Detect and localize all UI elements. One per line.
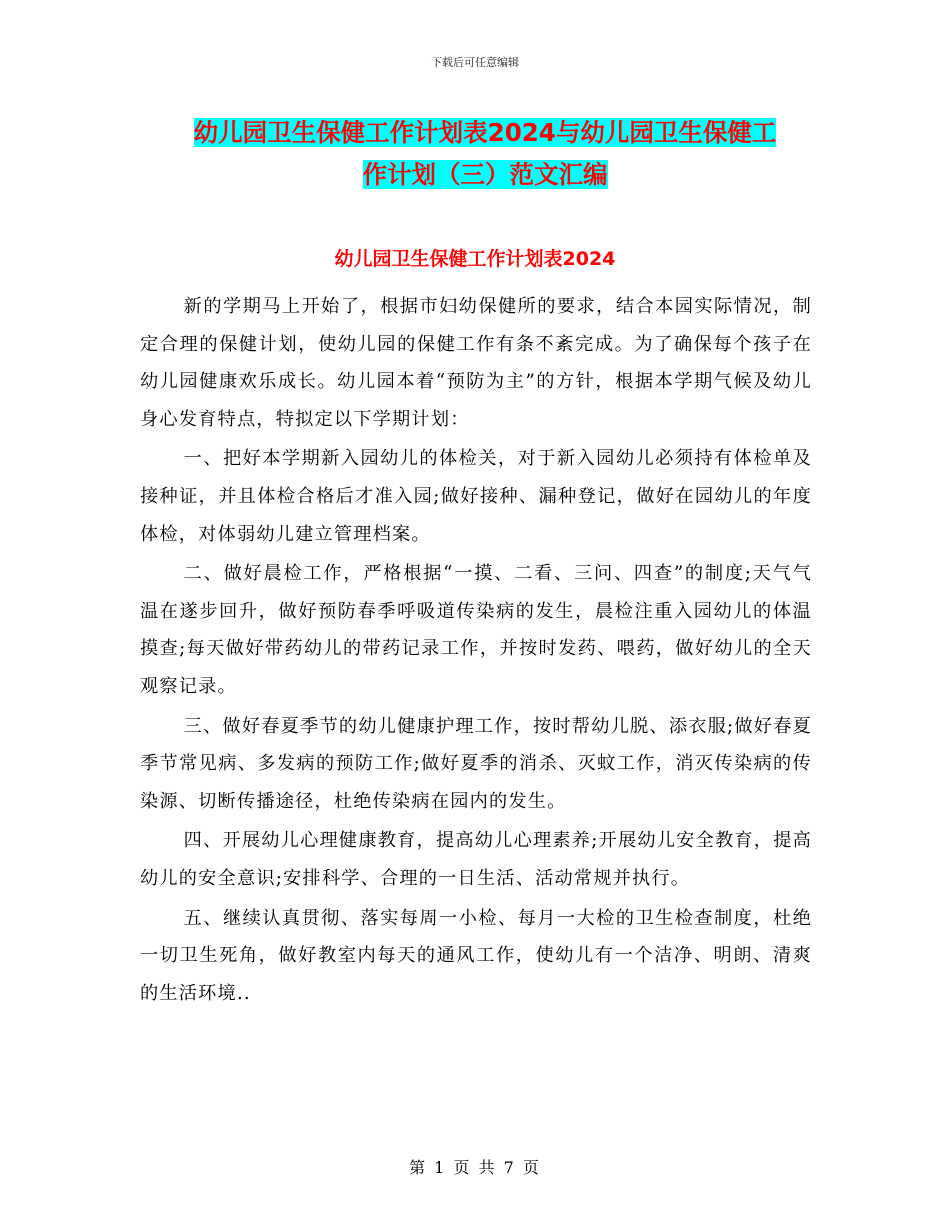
document-title-line-2: 作计划（三）范文汇编 [362,160,608,189]
paragraph-item-4: 四、开展幼儿心理健康教育，提高幼儿心理素养;开展幼儿安全教育，提高幼儿的安全意识;安排科学、合理的一日生活、活动常规并执行。 [140,830,812,889]
document-title-line-1: 幼儿园卫生保健工作计划表2024与幼儿园卫生保健工 [193,118,777,147]
document-title [140,112,830,196]
document-body [140,288,812,1014]
paragraph-item-3: 三、做好春夏季节的幼儿健康护理工作，按时帮幼儿脱、添衣服;做好春夏季节常见病、多发病的预防工作;做好夏季的消杀、灭蚊工作，消灭传染病的传染源、切断传播途径，杜绝传染病在园内的发生。 [140,715,812,812]
section-title: 幼儿园卫生保健工作计划表2024 [334,248,616,270]
paragraph-item-1: 一、把好本学期新入园幼儿的体检关，对于新入园幼儿必须持有体检单及接种证，并且体检合格后才准入园;做好接种、漏种登记，做好在园幼儿的年度体检，对体弱幼儿建立管理档案。 [140,448,812,545]
paragraph-item-5: 五、继续认真贯彻、落实每周一小检、每月一大检的卫生检查制度，杜绝一切卫生死角，做好教室内每天的通风工作，使幼儿有一个洁净、明朗、清爽的生活环境.. [140,907,812,1004]
paragraph-item-2: 二、做好晨检工作，严格根据“一摸、二看、三问、四查”的制度;天气气温在遂步回升，做好预防春季呼吸道传染病的发生，晨检注重入园幼儿的体温摸查;每天做好带药幼儿的带药记录工作，并按时发药、喂药，做好幼儿的全天观察记录。 [140,563,812,697]
header-note: 下载后可任意编辑 [431,56,519,69]
paragraph-intro: 新的学期马上开始了，根据市妇幼保健所的要求，结合本园实际情况，制定合理的保健计划，使幼儿园的保健工作有条不紊完成。为了确保每个孩子在幼儿园健康欢乐成长。幼儿园本着“预防为主”的方针，根据本学期气候及幼儿身心发育特点，特拟定以下学期计划： [140,296,812,430]
page-number-footer: 第 1 页 共 7 页 [409,1158,541,1177]
